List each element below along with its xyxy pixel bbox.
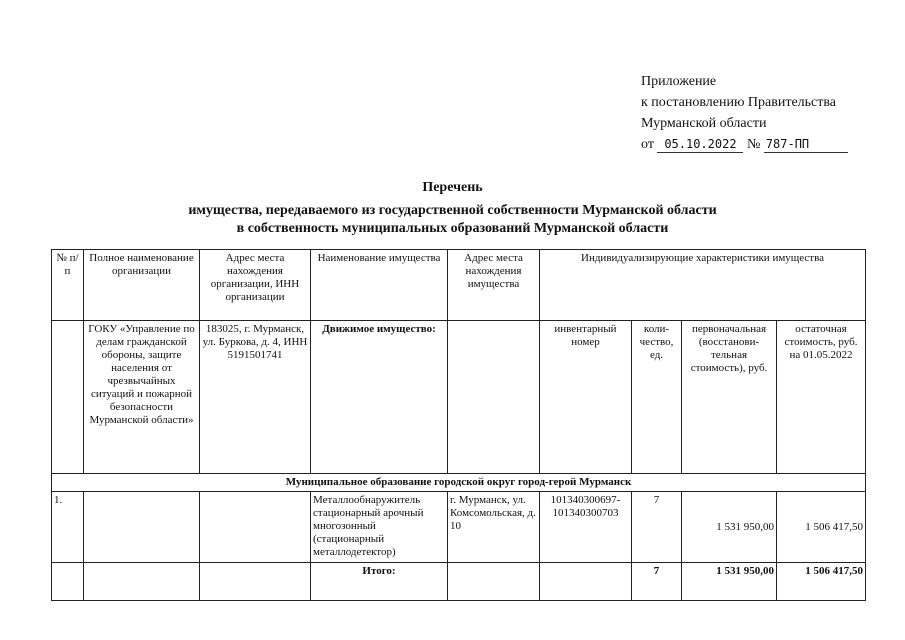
total-org-name bbox=[84, 563, 200, 601]
appendix-date-number bbox=[641, 134, 848, 155]
decree-date: 05.10.2022 bbox=[657, 136, 743, 153]
total-inventory bbox=[540, 563, 632, 601]
header-property-address: Адрес места нахождения имущества bbox=[448, 250, 540, 321]
item-residual-cost: 1 506 417,50 bbox=[777, 492, 866, 563]
header-org-name: Полное наименование организации bbox=[84, 250, 200, 321]
col-residual-cost-header: остаточная стоимость, руб. на 01.05.2022 bbox=[777, 321, 866, 474]
from-label: от bbox=[641, 137, 654, 152]
table-header-row bbox=[52, 250, 866, 321]
total-num bbox=[52, 563, 84, 601]
appendix-line-3: Мурманской области bbox=[641, 116, 767, 131]
total-residual-cost: 1 506 417,50 bbox=[777, 563, 866, 601]
municipality-row bbox=[52, 474, 866, 492]
item-inventory: 101340300697-101340300703 bbox=[540, 492, 632, 563]
item-num: 1. bbox=[52, 492, 84, 563]
decree-number: 787-ПП bbox=[764, 136, 848, 153]
org-row-property-address bbox=[448, 321, 540, 474]
property-type-cell: Движимое имущество: bbox=[311, 321, 448, 474]
total-initial-cost: 1 531 950,00 bbox=[682, 563, 777, 601]
table-row bbox=[52, 492, 866, 563]
document-title: Перечень bbox=[422, 180, 483, 195]
org-address-cell: 183025, г. Мурманск, ул. Буркова, д. 4, ИНН 5191501741 bbox=[200, 321, 311, 474]
item-quantity: 7 bbox=[632, 492, 682, 563]
header-num: № п/п bbox=[52, 250, 84, 321]
total-quantity: 7 bbox=[632, 563, 682, 601]
document-subtitle-2: в собственность муниципальных образований Мурманской области bbox=[236, 221, 669, 236]
total-org-address bbox=[200, 563, 311, 601]
org-name-cell: ГОКУ «Управление по делам гражданской обороны, защите населения от чрезвычайных ситуаций и пожарной безопасности Мурманской области» bbox=[84, 321, 200, 474]
col-inventory-header: инвентарный номер bbox=[540, 321, 632, 474]
org-row bbox=[52, 321, 866, 474]
item-initial-cost: 1 531 950,00 bbox=[682, 492, 777, 563]
appendix-line-1: Приложение bbox=[641, 74, 717, 89]
document-subtitle-1: имущества, передаваемого из государственной собственности Мурманской области bbox=[188, 203, 717, 218]
org-row-num bbox=[52, 321, 84, 474]
total-row bbox=[52, 563, 866, 601]
header-org-address: Адрес места нахождения организации, ИНН организации bbox=[200, 250, 311, 321]
number-label: № bbox=[746, 137, 761, 152]
total-address bbox=[448, 563, 540, 601]
item-address: г. Мурманск, ул. Комсомольская, д. 10 bbox=[448, 492, 540, 563]
property-table bbox=[51, 249, 866, 601]
total-label: Итого: bbox=[311, 563, 448, 601]
col-initial-cost-header: первоначальная (восстанови-тельная стоимость), руб. bbox=[682, 321, 777, 474]
appendix-line-2: к постановлению Правительства bbox=[641, 95, 837, 110]
municipality-name: Муниципальное образование городской округ город-герой Мурманск bbox=[285, 476, 632, 488]
appendix-block bbox=[641, 71, 848, 155]
header-characteristics: Индивидуализирующие характеристики имущества bbox=[540, 250, 866, 321]
item-org-address bbox=[200, 492, 311, 563]
item-name: Металлообнаружитель стационарный арочный многозонный (стационарный металлодетектор) bbox=[311, 492, 448, 563]
item-org-name bbox=[84, 492, 200, 563]
municipality-cell bbox=[52, 474, 866, 492]
col-quantity-header: коли-чество, ед. bbox=[632, 321, 682, 474]
header-property-name: Наименование имущества bbox=[311, 250, 448, 321]
